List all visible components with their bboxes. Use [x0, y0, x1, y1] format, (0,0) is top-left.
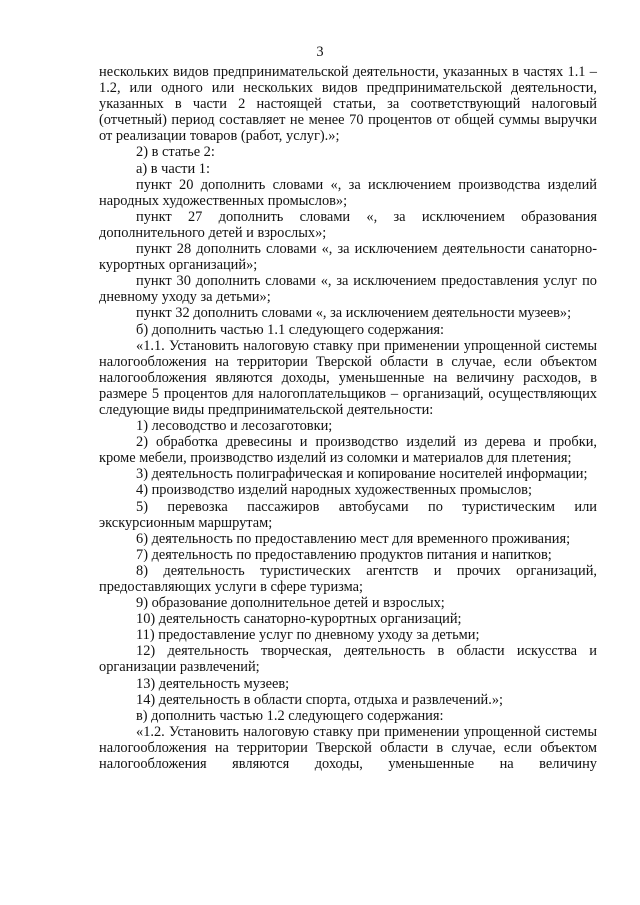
list-item-13: 13) деятельность музеев; [136, 675, 290, 692]
paragraph-point-30: пункт 30 дополнить словами «, за исключением предоставления услуг по дневному уходу за детьми»; [99, 273, 597, 306]
list-item-1: 1) лесоводство и лесозаготовки; [136, 418, 333, 435]
list-item-11: 11) предоставление услуг по дневному уходу за детьми; [136, 627, 480, 644]
paragraph-item-2: 2) в статье 2: [136, 144, 215, 161]
document-body [99, 64, 597, 772]
paragraph-point-32: пункт 32 дополнить словами «, за исключением деятельности музеев»; [136, 305, 572, 322]
paragraph-point-27: пункт 27 дополнить словами «, за исключением образования дополнительного детей и взрослых»; [99, 208, 597, 241]
list-item-8: 8) деятельность туристических агентств и прочих организаций, предоставляющих услуги в сфере туризма; [99, 562, 597, 595]
list-item-12: 12) деятельность творческая, деятельность в области искусства и организации развлечений; [99, 643, 597, 676]
paragraph-part-1-1: «1.1. Установить налоговую ставку при применении упрощенной системы налогообложения на территории Тверской области в случае, если объектом налогообложения являются доходы, уменьшенные на величину расходов, в размере 5 процентов для налогоплательщиков – организаций, осуществляющих следующие виды предпринимательской деятельности: [99, 337, 597, 418]
list-item-3: 3) деятельность полиграфическая и копирование носителей информации; [136, 466, 588, 483]
list-item-9: 9) образование дополнительное детей и взрослых; [136, 595, 445, 612]
paragraph-continuation: нескольких видов предпринимательской деятельности, указанных в частях 1.1 – 1.2, или одного или нескольких видов предпринимательской деятельности, указанных в части 2 настоящей статьи, за соответствующий налоговый (отчетный) период составляет не менее 70 процентов от общей суммы выручки от реализации товаров (работ, услуг).»; [99, 64, 597, 145]
list-item-2: 2) обработка древесины и производство изделий из дерева и пробки, кроме мебели, производство изделий из соломки и материалов для плетения; [99, 434, 597, 467]
paragraph-point-20: пункт 20 дополнить словами «, за исключением производства изделий народных художественных промыслов»; [99, 176, 597, 209]
paragraph-point-28: пункт 28 дополнить словами «, за исключением деятельности санаторно-курортных организаций»; [99, 241, 597, 274]
list-item-14: 14) деятельность в области спорта, отдыха и развлечений.»; [136, 691, 504, 708]
page-number: 3 [316, 44, 324, 60]
list-item-10: 10) деятельность санаторно-курортных организаций; [136, 611, 462, 628]
list-item-6: 6) деятельность по предоставлению мест для временного проживания; [136, 530, 571, 547]
paragraph-subitem-a: а) в части 1: [136, 160, 210, 177]
list-item-7: 7) деятельность по предоставлению продуктов питания и напитков; [136, 546, 552, 563]
paragraph-part-1-2: «1.2. Установить налоговую ставку при применении упрощенной системы налогообложения на территории Тверской области в случае, если объектом налогообложения являются доходы, уменьшенные на величину [99, 723, 597, 773]
paragraph-subitem-b: б) дополнить частью 1.1 следующего содержания: [136, 321, 445, 338]
list-item-5: 5) перевозка пассажиров автобусами по туристическим или экскурсионным маршрутам; [99, 498, 597, 531]
paragraph-subitem-v: в) дополнить частью 1.2 следующего содержания: [136, 707, 444, 724]
list-item-4: 4) производство изделий народных художественных промыслов; [136, 482, 532, 499]
